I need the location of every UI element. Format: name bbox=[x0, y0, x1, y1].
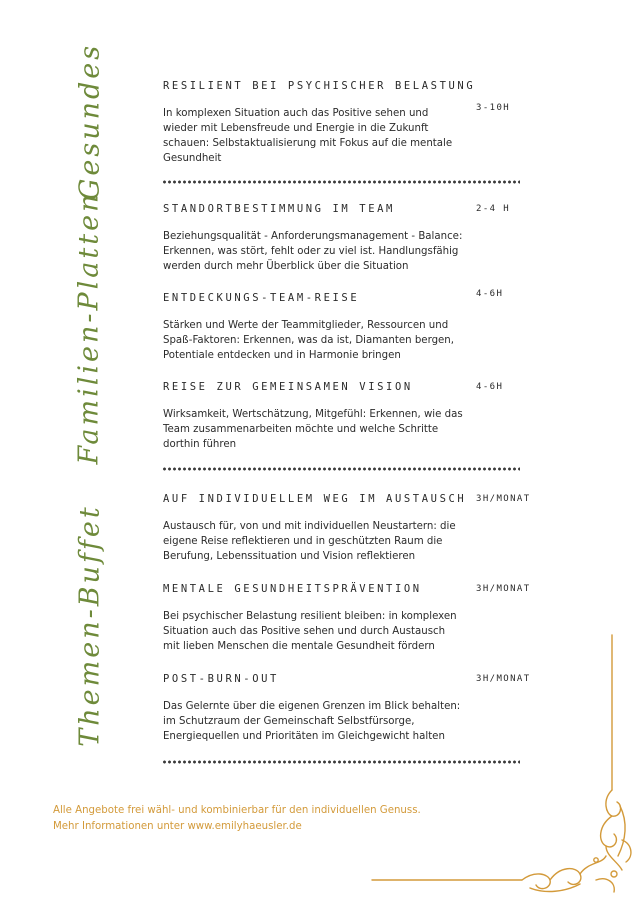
side-label-familien-platten: Familien-Platten bbox=[73, 191, 105, 465]
offer-duration: 3H/MONAT bbox=[476, 674, 531, 684]
corner-ornament-icon bbox=[370, 630, 636, 900]
footer-line-2: Mehr Informationen unter www.emilyhaeusler.de bbox=[53, 821, 302, 832]
offer-item bbox=[163, 292, 533, 363]
offer-description: Bei psychischer Belastung resilient bleiben: in komplexen Situation auch das Positive sehen und durch Austausch mit lieben Menschen die mentale Gesundheit fördern bbox=[163, 611, 457, 652]
dotted-divider bbox=[162, 467, 520, 471]
side-label-gesundes: Gesundes bbox=[74, 42, 106, 201]
offer-description: Das Gelernte über die eigenen Grenzen im Blick behalten: im Schutzraum der Gemeinschaft Selbstfürsorge, Energiequellen und Prioritäten im Gleichgewicht halten bbox=[163, 701, 461, 742]
footer-note bbox=[53, 803, 421, 835]
offer-description: Wirksamkeit, Wertschätzung, Mitgefühl: Erkennen, wie das Team zusammenarbeiten möchte und welche Schritte dorthin führen bbox=[163, 409, 463, 450]
offer-description: Austausch für, von und mit individuellen Neustartern: die eigene Reise reflektieren und in geschützten Raum die Berufung, Lebenssituation und Vision reflektieren bbox=[163, 521, 456, 562]
offer-description: In komplexen Situation auch das Positive sehen und wieder mit Lebensfreude und Energie in die Zukunft schauen: Selbstaktualisierung mit Fokus auf die mentale Gesundheit bbox=[163, 108, 453, 164]
offer-duration: 3-10H bbox=[476, 103, 511, 113]
offer-item bbox=[163, 80, 533, 166]
offer-title: RESILIENT BEI PSYCHISCHER BELASTUNG bbox=[163, 80, 476, 92]
offer-duration: 3H/MONAT bbox=[476, 494, 531, 504]
side-label-themen-buffet: Themen-Buffet bbox=[74, 504, 106, 747]
footer-line-1: Alle Angebote frei wähl- und kombinierbar für den individuellen Genuss. bbox=[53, 805, 421, 816]
offer-duration: 2-4 H bbox=[476, 204, 511, 214]
offer-title: REISE ZUR GEMEINSAMEN VISION bbox=[163, 381, 413, 393]
offer-title: MENTALE GESUNDHEITSPRÄVENTION bbox=[163, 583, 422, 595]
offer-description: Stärken und Werte der Teammitglieder, Ressourcen und Spaß-Faktoren: Erkennen, was da ist, Diamanten bergen, Potentiale entdecken und in Harmonie bringen bbox=[163, 320, 455, 361]
offer-description: Beziehungsqualität - Anforderungsmanagement - Balance: Erkennen, was stört, fehlt oder zu viel ist. Handlungsfähig werden durch mehr Überblick über die Situation bbox=[163, 231, 463, 272]
offer-title: STANDORTBESTIMMUNG IM TEAM bbox=[163, 203, 395, 215]
offer-duration: 4-6H bbox=[476, 382, 504, 392]
offer-duration: 3H/MONAT bbox=[476, 584, 531, 594]
dotted-divider bbox=[162, 180, 520, 184]
offer-title: POST-BURN-OUT bbox=[163, 673, 279, 685]
offer-title: AUF INDIVIDUELLEM WEG IM AUSTAUSCH bbox=[163, 493, 467, 505]
offer-title: ENTDECKUNGS-TEAM-REISE bbox=[163, 292, 360, 304]
offer-duration: 4-6H bbox=[476, 289, 504, 299]
